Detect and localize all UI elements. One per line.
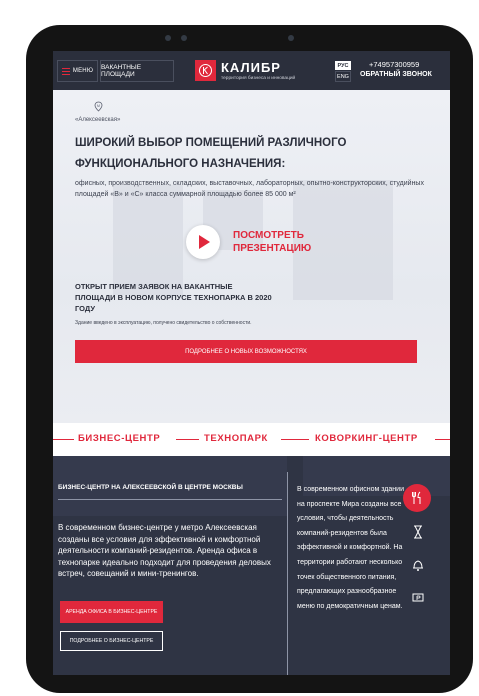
parking-icon[interactable] (411, 590, 425, 604)
column-divider (287, 472, 288, 675)
title-divider (58, 499, 282, 500)
about-business-center-button[interactable]: ПОДРОБНЕЕ О БИЗНЕС-ЦЕНТРЕ (60, 631, 163, 651)
top-header (53, 51, 450, 90)
tab-coworking[interactable]: КОВОРКИНГ-ЦЕНТР (315, 433, 418, 444)
building-note: Здание введено в эксплуатацию, получено свидетельство о собственности. (75, 320, 252, 326)
hourglass-icon[interactable] (411, 525, 425, 539)
language-switcher (335, 61, 351, 82)
map-pin-icon (93, 101, 104, 112)
presentation-link-line1[interactable]: ПОСМОТРЕТЬ (233, 230, 304, 241)
menu-button[interactable] (57, 60, 98, 82)
office-building-text: В современном офисном здании на проспекте Мира созданы все условия, чтобы деятельность компаний-резидентов была эффективной и комфортной. На территории работают несколько точек общественного питания, предлагающих разнообразное меню по демократичным ценам. (297, 486, 404, 610)
logo-name[interactable]: КАЛИБР (221, 60, 281, 75)
logo-tagline: территория бизнеса и инноваций (221, 76, 296, 81)
tab-business-center[interactable]: БИЗНЕС-ЦЕНТР (78, 433, 161, 444)
business-center-section (53, 456, 450, 675)
rent-office-button[interactable]: АРЕНДА ОФИСА В БИЗНЕС-ЦЕНТРЕ (60, 601, 163, 623)
business-center-text: В современном бизнес-центре у метро Алексеевская созданы все условия для эффективной и комфортной деятельности компаний-резидентов. Аренда офиса в технопарке идеально подходит для проведения деловых встреч, совещаний и мини-тренингов. (58, 523, 271, 578)
play-icon (199, 235, 210, 249)
menu-label: МЕНЮ (72, 68, 94, 74)
more-opportunities-button[interactable]: ПОДРОБНЕЕ О НОВЫХ ВОЗМОЖНОСТЯХ (75, 340, 417, 363)
business-center-title: БИЗНЕС-ЦЕНТР НА АЛЕКСЕЕВСКОЙ В ЦЕНТРЕ МОСКВЫ (58, 484, 243, 491)
hero-section (53, 90, 450, 423)
logo-k-icon[interactable] (195, 60, 216, 81)
phone-number[interactable]: +74957300959 (369, 60, 420, 69)
website-screen (53, 51, 450, 675)
lang-en[interactable]: ENG (335, 71, 351, 82)
presentation-link-line2[interactable]: ПРЕЗЕНТАЦИЮ (233, 243, 312, 254)
camera-dot-right (288, 35, 294, 41)
vacant-spaces-button[interactable]: ВАКАНТНЫЕ ПЛОЩАДИ (100, 60, 174, 82)
play-button[interactable] (186, 225, 220, 259)
hero-description: офисных, производственных, складских, выставочных, лабораторных, опытно-конструкторских, студийных площадей «В» и «С» класса суммарной площадью более 85 000 м² (75, 180, 424, 198)
fork-knife-icon[interactable] (403, 484, 431, 512)
metro-station: «Алексеевская» (75, 117, 121, 123)
tab-divider (281, 439, 309, 440)
applications-open-text: ОТКРЫТ ПРИЕМ ЗАЯВОК НА ВАКАНТНЫЕ ПЛОЩАДИ В НОВОМ КОРПУСЕ ТЕХНОПАРКА В 2020 ГОДУ (75, 282, 272, 313)
background-building (113, 185, 183, 295)
bell-icon[interactable] (411, 558, 425, 572)
menu-icon (62, 68, 70, 75)
lang-ru[interactable]: РУС (335, 61, 351, 70)
tab-divider (176, 439, 199, 440)
callback-link[interactable]: ОБРАТНЫЙ ЗВОНОК (360, 71, 432, 78)
section-tabs (53, 423, 450, 456)
svg-text:M: M (97, 103, 100, 108)
hero-headline: ШИРОКИЙ ВЫБОР ПОМЕЩЕНИЙ РАЗЛИЧНОГО ФУНКЦИОНАЛЬНОГО НАЗНАЧЕНИЯ: (75, 137, 347, 170)
camera-dot-left (165, 35, 171, 41)
tab-technopark[interactable]: ТЕХНОПАРК (204, 433, 268, 444)
camera-dot-center (181, 35, 187, 41)
tab-divider (53, 439, 74, 440)
tab-divider (435, 439, 450, 440)
